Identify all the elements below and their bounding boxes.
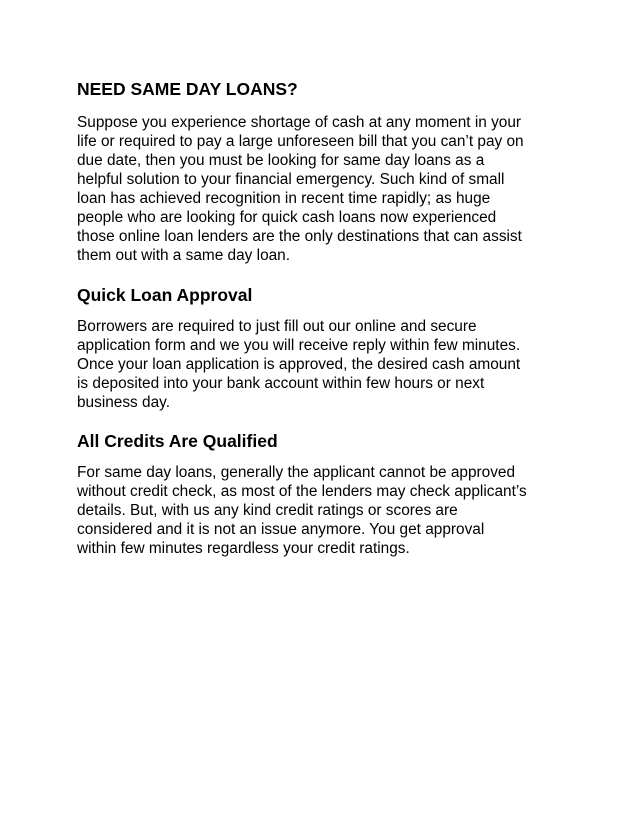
paragraph-line: business day.	[77, 394, 170, 411]
paragraph-line: helpful solution to your financial emergency. Such kind of small	[77, 171, 505, 188]
paragraph-line: without credit check, as most of the lenders may check applicant’s	[77, 483, 527, 500]
paragraph-line: is deposited into your bank account within few hours or next	[77, 375, 485, 392]
document-title: NEED SAME DAY LOANS?	[77, 79, 298, 99]
section-heading-all-credits-are-qualified: All Credits Are Qualified	[77, 431, 278, 451]
paragraph-line: For same day loans, generally the applicant cannot be approved	[77, 464, 516, 481]
paragraph-line: Once your loan application is approved, the desired cash amount	[77, 356, 521, 373]
paragraph-line: Suppose you experience shortage of cash at any moment in your	[77, 114, 522, 131]
paragraph-line: life or required to pay a large unforeseen bill that you can’t pay on	[77, 133, 524, 150]
paragraph-line: due date, then you must be looking for same day loans as a	[77, 152, 485, 169]
section-heading-quick-loan-approval: Quick Loan Approval	[77, 285, 253, 305]
paragraph-line: them out with a same day loan.	[77, 247, 291, 264]
paragraph-line: people who are looking for quick cash loans now experienced	[77, 209, 497, 226]
paragraph-line: loan has achieved recognition in recent time rapidly; as huge	[77, 190, 491, 207]
paragraph-line: those online loan lenders are the only destinations that can assist	[77, 228, 522, 245]
paragraph-line: details. But, with us any kind credit ratings or scores are	[77, 502, 458, 519]
intro-paragraph	[77, 113, 524, 265]
all-credits-qualified-paragraph	[77, 463, 527, 558]
paragraph-line: within few minutes regardless your credit ratings.	[77, 540, 410, 557]
paragraph-line: application form and we you will receive reply within few minutes.	[77, 337, 521, 354]
paragraph-line: considered and it is not an issue anymore. You get approval	[77, 521, 485, 538]
paragraph-line: Borrowers are required to just fill out our online and secure	[77, 318, 477, 335]
quick-loan-approval-paragraph	[77, 317, 520, 412]
